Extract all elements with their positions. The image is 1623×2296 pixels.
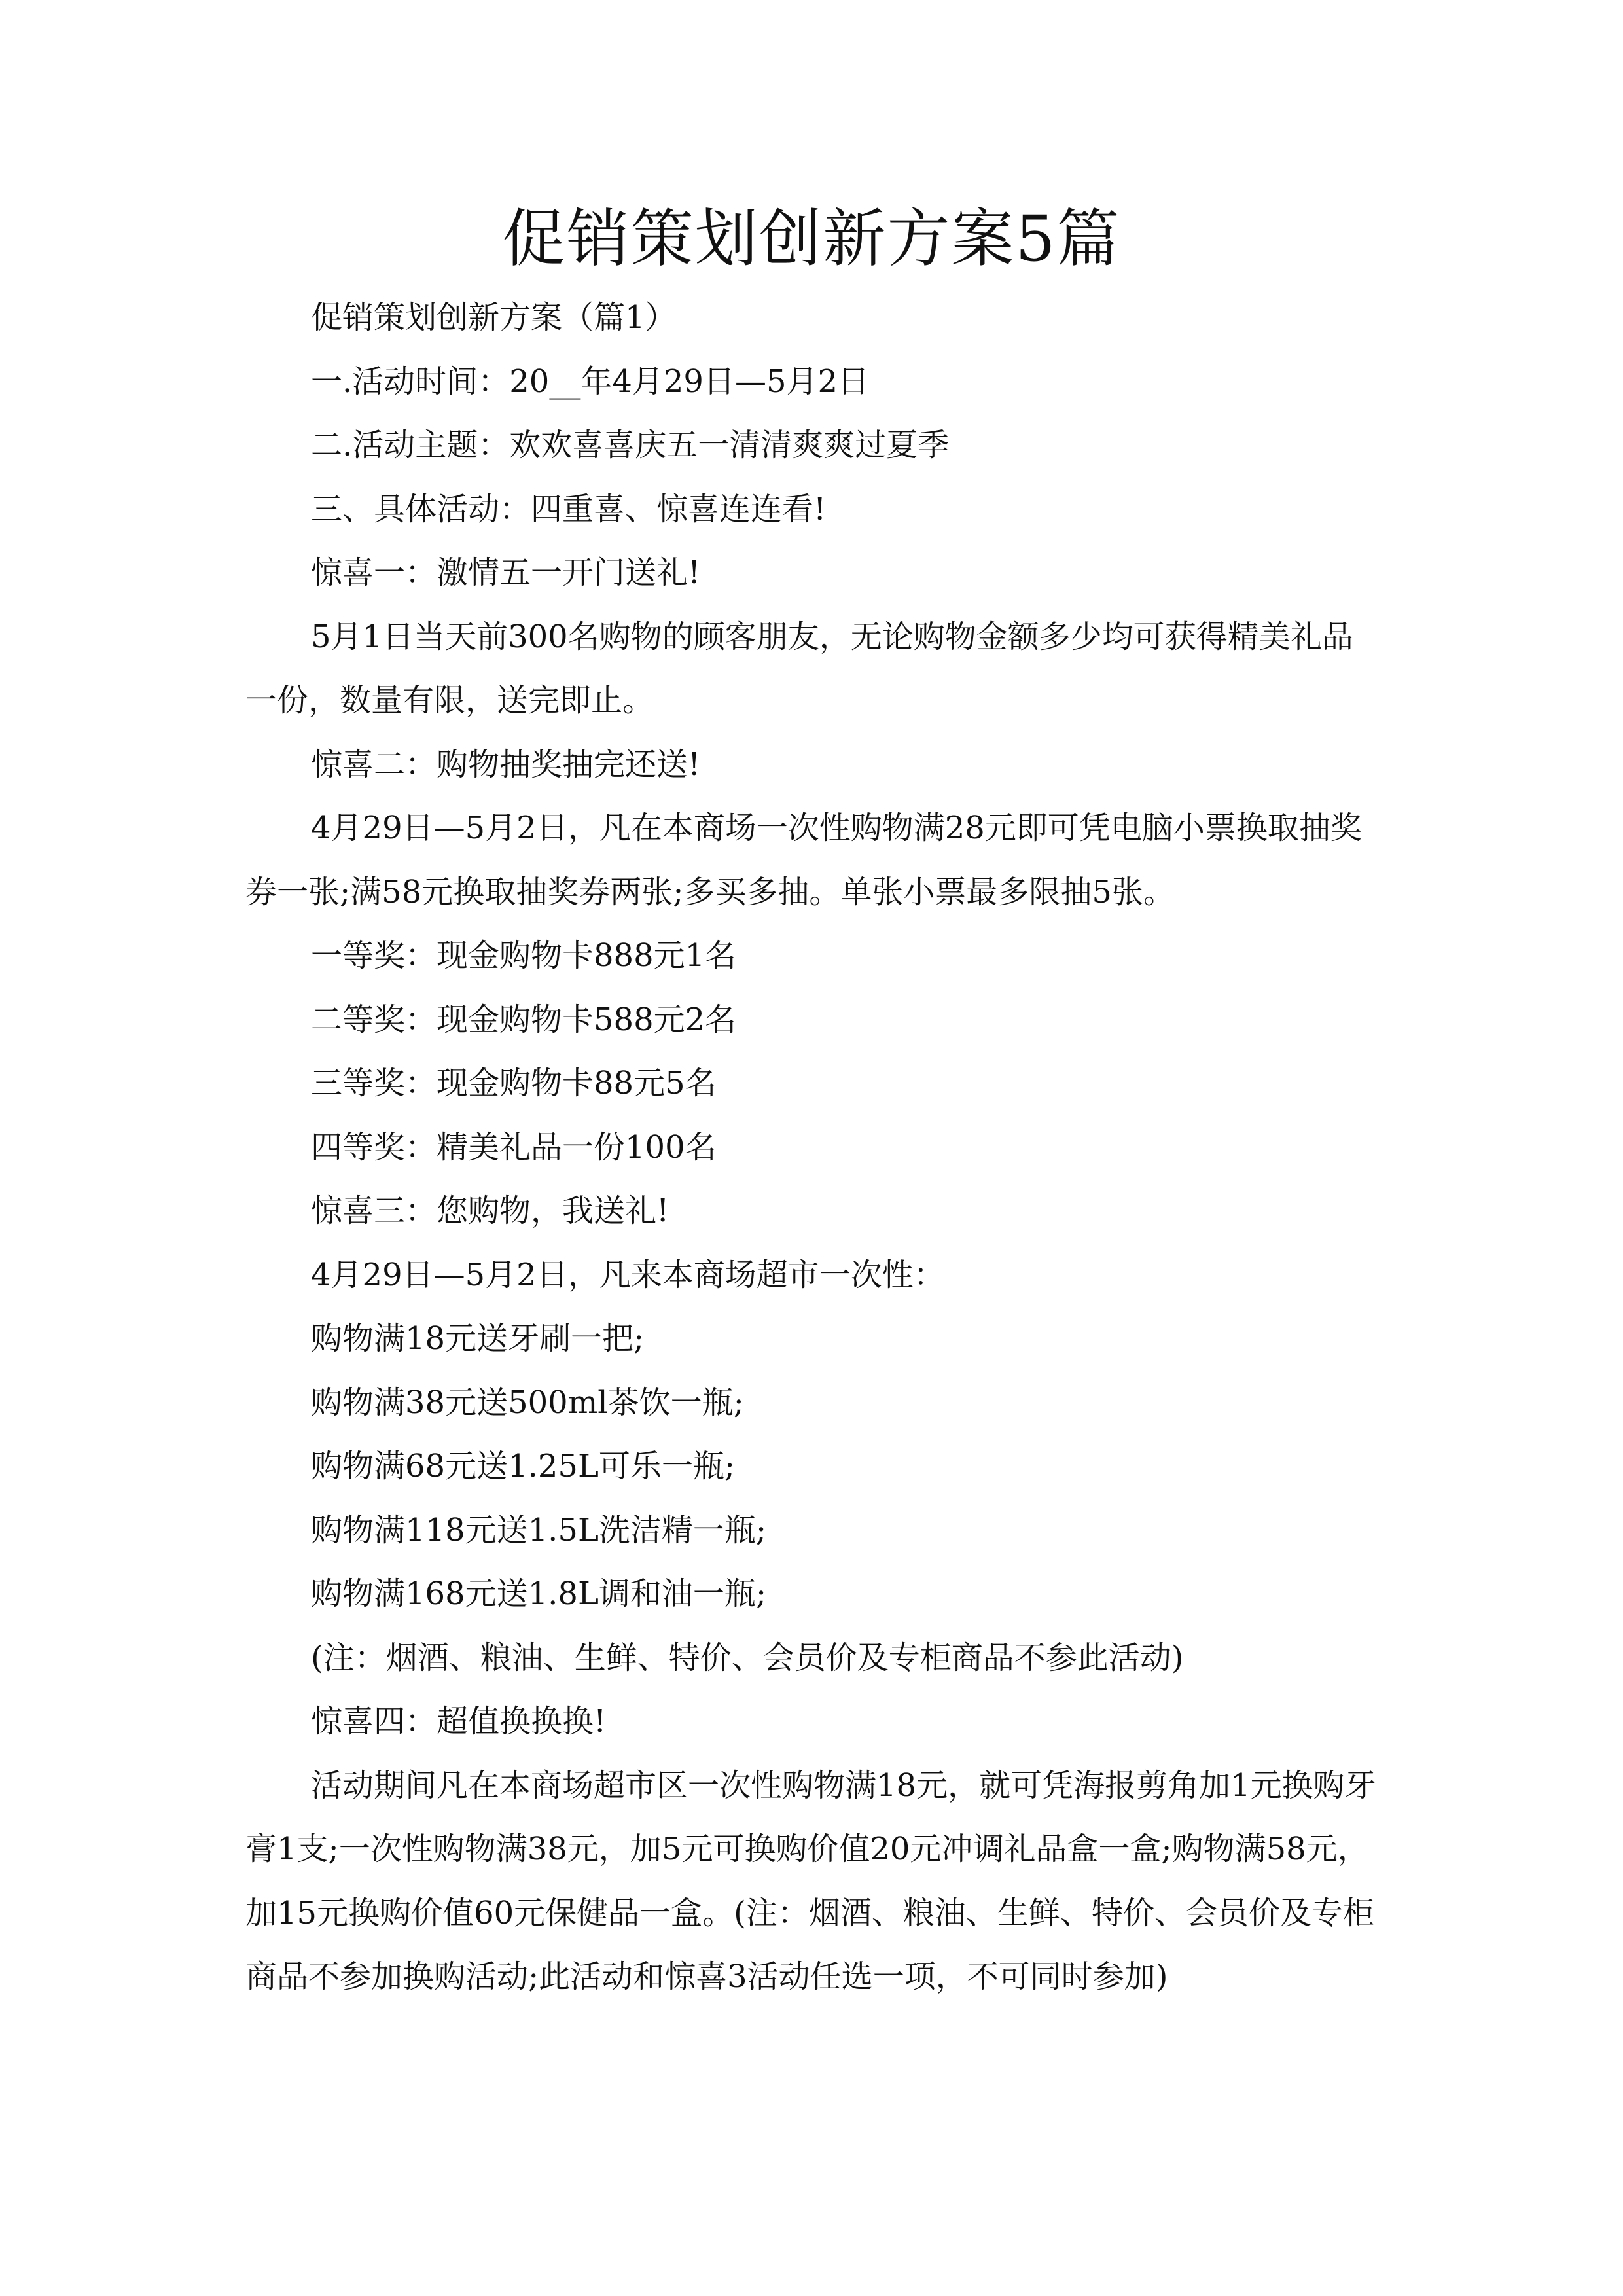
activity-theme: 二.活动主题：欢欢喜喜庆五一清清爽爽过夏季 (311, 427, 950, 463)
document-title: 促销策划创新方案5篇 (502, 202, 1121, 276)
activity-time: 一.活动时间：20__年4月29日—5月2日 (311, 363, 870, 400)
gift-tier-168: 购物满168元送1.8L调和油一瓶; (311, 1575, 767, 1612)
prize-third: 三等奖：现金购物卡88元5名 (311, 1065, 717, 1102)
surprise-two-body: 4月29日—5月2日，凡在本商场一次性购物满28元即可凭电脑小票换取抽奖券一张;满58元换取抽奖券两张;多买多抽。单张小票最多限抽5张。 (245, 810, 1362, 910)
specific-activities: 三、具体活动：四重喜、惊喜连连看! (311, 490, 827, 528)
surprise-three-note: (注：烟酒、粮油、生鲜、特价、会员价及专柜商品不参此活动) (311, 1639, 1184, 1676)
gift-tier-38: 购物满38元送500ml茶饮一瓶; (311, 1384, 744, 1421)
gift-tier-68: 购物满68元送1.25L可乐一瓶; (311, 1448, 736, 1484)
document-body (245, 286, 1381, 2009)
prize-first: 一等奖：现金购物卡888元1名 (311, 937, 737, 974)
gift-tier-118: 购物满118元送1.5L洗洁精一瓶; (311, 1511, 767, 1549)
gift-tier-18: 购物满18元送牙刷一把; (311, 1320, 645, 1357)
surprise-two-heading: 惊喜二：购物抽奖抽完还送! (311, 745, 701, 783)
surprise-three-intro: 4月29日—5月2日，凡来本商场超市一次性： (311, 1256, 945, 1293)
surprise-four-body: 活动期间凡在本商场超市区一次性购物满18元，就可凭海报剪角加1元换购牙膏1支;一次性购物满38元，加5元可换购价值20元冲调礼品盒一盒;购物满58元，加15元换购价值60元保健品一盒。(注：烟酒、粮油、生鲜、特价、会员价及专柜商品不参加换购活动;此活动和惊喜3活动任选一项，不可同时参加) (245, 1767, 1376, 1995)
surprise-one-body: 5月1日当天前300名购物的顾客朋友，无论购物金额多少均可获得精美礼品一份，数量有限，送完即止。 (245, 618, 1353, 719)
prize-second: 二等奖：现金购物卡588元2名 (311, 1001, 737, 1038)
surprise-four-heading: 惊喜四：超值换换换! (311, 1703, 607, 1740)
prize-fourth: 四等奖：精美礼品一份100名 (311, 1128, 717, 1166)
surprise-one-heading: 惊喜一：激情五一开门送礼! (311, 554, 701, 591)
surprise-three-heading: 惊喜三：您购物，我送礼! (311, 1193, 669, 1229)
section-heading: 促销策划创新方案（篇1） (311, 299, 677, 336)
